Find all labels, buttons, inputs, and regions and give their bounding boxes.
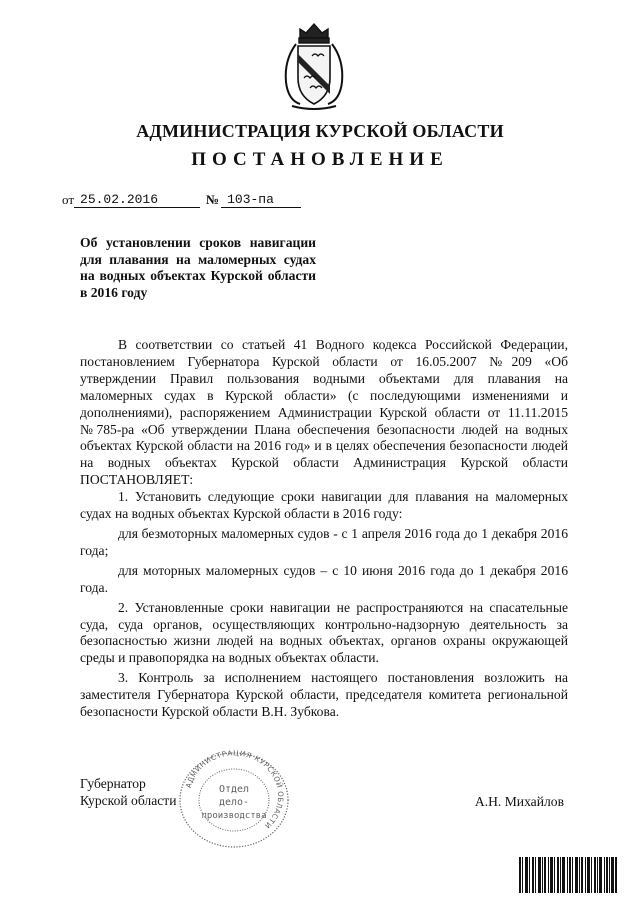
signatory-name: А.Н. Михайлов bbox=[474, 794, 564, 809]
number-label: № bbox=[206, 192, 220, 207]
seal-center-line-1: Отдел bbox=[218, 784, 250, 795]
document-number: 103-па bbox=[221, 192, 301, 208]
item-3-paragraph: 3. Контроль за исполнением настоящего постановления возложить на заместителя Губернатора Курской области, председателя комитета региональной безопасности Курской области В.Н. Зубкова. bbox=[80, 670, 568, 720]
signatory-title-line-2: Курской области bbox=[80, 793, 177, 808]
round-seal-icon bbox=[168, 748, 300, 852]
seal-center-line-3: производства bbox=[201, 811, 267, 821]
item-1-paragraph: 1. Установить следующие сроки навигации для плавания на маломерных судах на водных объектах Курской области в 2016 году: bbox=[80, 489, 568, 522]
document-subject: Об установлении сроков навигации для плавания на маломерных судах на водных объектах Курской области в 2016 году bbox=[80, 235, 316, 300]
date-label: от bbox=[62, 192, 75, 207]
document-date: 25.02.2016 bbox=[74, 192, 200, 208]
organization-name: АДМИНИСТРАЦИЯ КУРСКОЙ ОБЛАСТИ bbox=[136, 121, 504, 141]
document-meta bbox=[62, 192, 301, 208]
signatory-title bbox=[80, 775, 177, 809]
preamble-paragraph: В соответствии со статьей 41 Водного кодекса Российской Федерации, постановлением Губернатора Курской области от 16.05.2007 №209 «Об утверждении Правил пользования водными объектами для плавания на маломерных судах в Курской области» (с последующими изменениями и дополнениями), распоряжением Администрации Курской области от 11.11.2015 №785-ра «Об утверждении Плана обеспечения безопасности людей на водных объектах Курской области на 2016 год» и в целях обеспечения безопасности людей на водных объектах Курской области Администрация Курской области ПОСТАНОВЛЯЕТ: bbox=[80, 337, 568, 488]
document-type-title: ПОСТАНОВЛЕНИЕ bbox=[191, 149, 449, 170]
item-1b-paragraph: для моторных маломерных судов – с 10 июня 2016 года до 1 декабря 2016 года. bbox=[80, 562, 568, 595]
kursk-coat-of-arms-icon bbox=[278, 20, 350, 112]
barcode-icon bbox=[519, 857, 617, 893]
item-2-paragraph: 2. Установленные сроки навигации не распространяются на спасательные суда, суда органов, осуществляющих контрольно-надзорную деятельность за безопасностью жизни людей на водных объектах, органов охраны окружающей среды и правопорядка на водных объектах области. bbox=[80, 599, 568, 666]
seal-ring-text: АДМИНИСТРАЦИЯ КУРСКОЙ ОБЛАСТИ bbox=[183, 748, 286, 831]
document-body bbox=[80, 337, 568, 721]
signatory-title-line-1: Губернатор bbox=[80, 776, 146, 791]
seal-center-line-2: дело- bbox=[218, 797, 250, 808]
item-1a-paragraph: для безмоторных маломерных судов - с 1 апреля 2016 года до 1 декабря 2016 года; bbox=[80, 525, 568, 558]
